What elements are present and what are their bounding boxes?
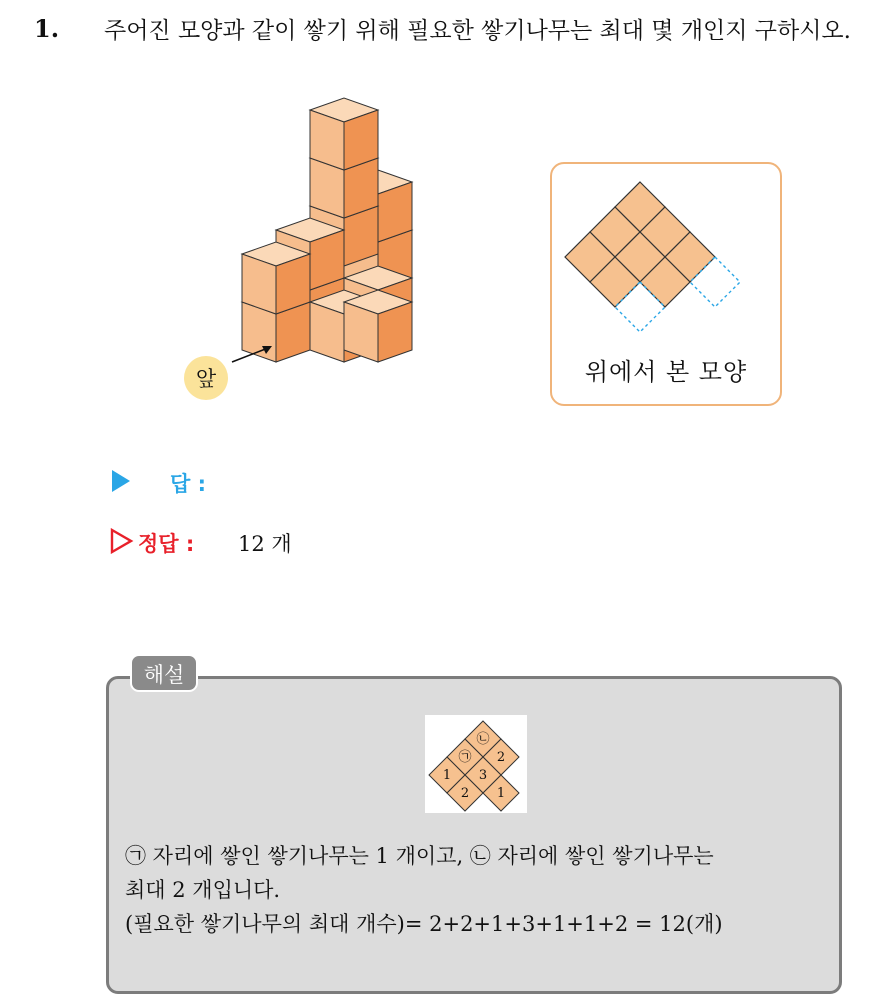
grid-number: 2 bbox=[496, 750, 506, 765]
cube bbox=[242, 242, 310, 314]
question-number: 1. bbox=[34, 14, 60, 43]
answer-label: 답 : bbox=[170, 472, 206, 496]
solution-grid bbox=[425, 715, 527, 813]
question-text: 주어진 모양과 같이 쌓기 위해 필요한 쌓기나무는 최대 몇 개인지 구하시오. bbox=[104, 18, 851, 44]
cube bbox=[310, 98, 378, 170]
grid-label-a: ㉠ bbox=[458, 750, 472, 765]
play-triangle-icon bbox=[110, 468, 132, 494]
grid-number: 1 bbox=[496, 786, 506, 801]
top-view-box bbox=[550, 162, 782, 406]
grid-label-b: ㉡ bbox=[476, 732, 490, 747]
top-view-caption: 위에서 본 모양 bbox=[584, 358, 748, 386]
solution-line: 최대 2 개입니다. bbox=[125, 878, 281, 902]
grid-number: 2 bbox=[460, 786, 470, 801]
solution-tab: 해설 bbox=[130, 654, 198, 692]
front-label: 앞 bbox=[195, 367, 217, 391]
solution-diagram bbox=[425, 715, 527, 813]
solution-box bbox=[106, 676, 842, 994]
solution-line: ㉠ 자리에 쌓인 쌓기나무는 1 개이고, ㉡ 자리에 쌓인 쌓기나무는 bbox=[125, 844, 714, 868]
solution-text bbox=[125, 839, 835, 941]
correct-answer-value: 12 개 bbox=[238, 532, 292, 556]
cube bbox=[344, 290, 412, 362]
grid-number: 3 bbox=[478, 768, 488, 783]
outline-triangle-icon bbox=[110, 528, 134, 554]
solution-line: (필요한 쌓기나무의 최대 개수)= 2+2+1+3+1+1+2 = 12(개) bbox=[125, 912, 723, 936]
grid-number: 1 bbox=[442, 768, 452, 783]
correct-answer-label: 정답 : bbox=[138, 532, 195, 556]
top-view-diagram bbox=[552, 164, 780, 354]
